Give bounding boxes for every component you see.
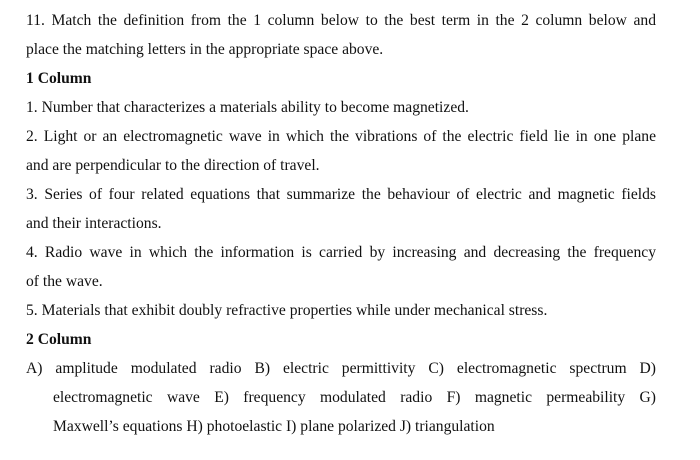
terms-line-2: electromagnetic wave E) frequency modulated radio F) magnetic permeability G) — [53, 389, 656, 406]
question-text-line-2: place the matching letters in the appropriate space above. — [26, 41, 384, 58]
definition-1: 1. Number that characterizes a materials ability to become magnetized. — [26, 99, 469, 116]
definition-4-line-1: 4. Radio wave in which the information is carried by increasing and decreasing the frequency — [26, 244, 656, 261]
definition-4-line-2: of the wave. — [26, 273, 103, 290]
terms-line-3: Maxwell’s equations H) photoelastic I) plane polarized J) triangulation — [53, 418, 495, 435]
definition-5: 5. Materials that exhibit doubly refractive properties while under mechanical stress. — [26, 302, 548, 319]
column-1-heading: 1 Column — [26, 70, 92, 87]
definition-3-line-2: and their interactions. — [26, 215, 162, 232]
column-2-heading: 2 Column — [26, 331, 92, 348]
terms-line-1: A) amplitude modulated radio B) electric permittivity C) electromagnetic spectrum D) — [26, 360, 656, 377]
document-page — [26, 6, 656, 441]
definition-2-line-2: and are perpendicular to the direction of travel. — [26, 157, 320, 174]
definition-3-line-1: 3. Series of four related equations that summarize the behaviour of electric and magnetic fields — [26, 186, 656, 203]
question-text-line-1: 11. Match the definition from the 1 column below to the best term in the 2 column below and — [26, 12, 656, 29]
definition-2-line-1: 2. Light or an electromagnetic wave in which the vibrations of the electric field lie in one plane — [26, 128, 656, 145]
